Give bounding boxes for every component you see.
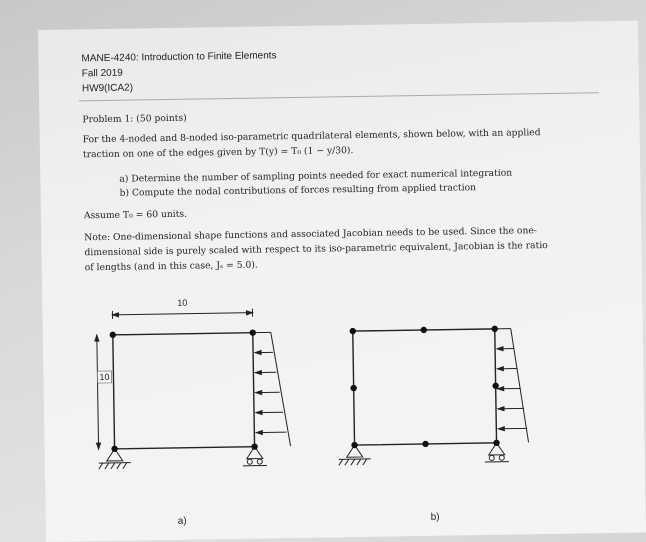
- element-figures: [38, 21, 646, 542]
- node: [421, 327, 427, 333]
- problem-intro-line1: For the 4-noded and 8-noded iso-parametric quadrilateral elements, shown below, with an applied: [82, 127, 541, 146]
- height-label: 10: [99, 371, 110, 383]
- assumption: Assume T₀ = 60 units.: [83, 208, 188, 222]
- node: [250, 329, 256, 335]
- paper-sheet: [38, 21, 646, 542]
- node: [493, 440, 499, 446]
- task-b: b) Compute the nodal contributions of forces resulting from applied traction: [119, 182, 477, 199]
- node: [492, 383, 498, 389]
- height-dimension-line: [97, 335, 99, 449]
- note-line1: Note: One-dimensional shape functions and associated Jacobian needs to be used. Since the one-: [84, 225, 537, 244]
- node: [350, 328, 356, 334]
- note-line2: dimensional side is purely scaled with respect to its iso-parametric equivalent, Jacobian is the ratio: [84, 240, 548, 259]
- node: [422, 441, 428, 447]
- term: Fall 2019: [81, 67, 123, 80]
- task-a: a) Determine the number of sampling points needed for exact numerical integration: [119, 167, 513, 185]
- width-dimension-line: [112, 313, 252, 315]
- node: [492, 326, 498, 332]
- problem-title: Problem 1: (50 points): [82, 112, 187, 126]
- element-a-outline: [113, 333, 255, 449]
- traction-b-arrows: [497, 346, 527, 430]
- note-line3: of lengths (and in this case, Jₛ = 5.0).: [84, 259, 258, 274]
- course-title: MANE-4240: Introduction to Finite Elements: [81, 50, 277, 65]
- height-arrow-top: [95, 335, 99, 341]
- caption-a: a): [177, 515, 187, 527]
- width-arrow-left: [112, 313, 118, 317]
- nodes-a: [110, 329, 258, 452]
- node: [350, 385, 356, 391]
- node: [251, 443, 257, 449]
- element-b-outline: [353, 329, 497, 445]
- node: [351, 442, 357, 448]
- node: [110, 332, 116, 338]
- problem-intro-line2: traction on one of the edges given by T(y) = T₀ (1 − y/30).: [82, 145, 354, 161]
- caption-b: b): [430, 511, 440, 523]
- node: [111, 446, 117, 452]
- height-arrow-bottom: [96, 443, 100, 449]
- traction-a-envelope: [271, 332, 291, 446]
- width-label: 10: [177, 297, 188, 308]
- traction-b-envelope: [511, 328, 529, 442]
- nodes-b: [350, 326, 500, 449]
- assignment-id: HW9(ICA2): [81, 82, 134, 95]
- width-arrow-right: [246, 311, 252, 315]
